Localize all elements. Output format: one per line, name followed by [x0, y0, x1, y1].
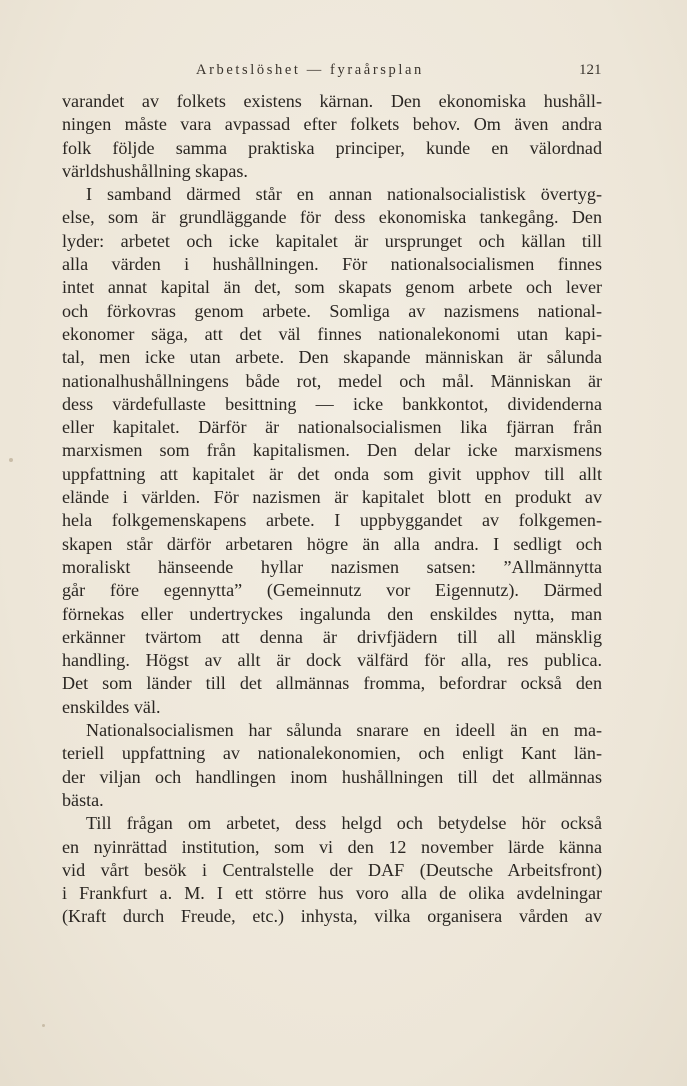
text-line: ningen måste vara avpassad efter folkets behov. Om även andra: [62, 114, 602, 135]
running-title: Arbetslöshet — fyraårsplan: [196, 62, 424, 78]
text-line: en nyinrättad institution, som vi den 12 november lärde känna: [62, 836, 602, 857]
paper-spot: [9, 458, 13, 462]
text-line: förnekas eller undertryckes ingalunda den enskildes nytta, man: [62, 603, 602, 624]
text-line: vid vårt besök i Centralstelle der DAF (Deutsche Arbeitsfront): [62, 859, 602, 880]
text-line: lyder: arbetet och icke kapitalet är ursprunget och källan till: [62, 230, 602, 251]
text-line: der viljan och handlingen inom hushållningen till det allmännas: [62, 766, 602, 787]
page-header: [0, 62, 687, 84]
text-line: i Frankfurt a. M. I ett större hus voro alla de olika avdelningar: [62, 883, 602, 904]
text-line: folk följde samma praktiska principer, kunde en välordnad: [62, 137, 602, 158]
text-line: (Kraft durch Freude, etc.) inhysta, vilka organisera vården av: [62, 906, 602, 927]
text-line: Nationalsocialismen har sålunda snarare en ideell än en ma-: [86, 720, 602, 741]
text-line: skapen står därför arbetaren högre än alla andra. I sedligt och: [62, 533, 602, 554]
text-line: uppfattning att kapitalet är det onda som givit upphov till allt: [62, 463, 602, 484]
text-line: moraliskt hänseende hyllar nazismen satsen: ”Allmännytta: [62, 556, 602, 577]
text-line: bästa.: [62, 789, 104, 810]
text-line: hela folkgemenskapens arbete. I uppbyggandet av folkgemen-: [62, 510, 602, 531]
text-line: enskildes väl.: [62, 696, 161, 717]
text-line: ekonomer säga, att det väl finnes nationalekonomi utan kapi-: [62, 323, 602, 344]
text-line: I samband därmed står en annan nationalsocialistisk övertyg-: [86, 184, 602, 205]
text-line: elände i världen. För nazismen är kapitalet blott en produkt av: [62, 487, 602, 508]
text-line: alla värden i hushållningen. För nationalsocialismen finnes: [62, 254, 602, 275]
text-line: tal, men icke utan arbete. Den skapande människan är sålunda: [62, 347, 602, 368]
text-line: intet annat kapital än det, som skapats genom arbete och lever: [62, 277, 602, 298]
page-number: 121: [579, 62, 602, 78]
text-line: teriell uppfattning av nationalekonomien, och enligt Kant län-: [62, 743, 602, 764]
text-line: marxismen som från kapitalismen. Den delar icke marxismens: [62, 440, 602, 461]
text-line: erkänner tvärtom att denna är drivfjädern till all mänsklig: [62, 626, 602, 647]
text-line: eller kapitalet. Därför är nationalsocialismen lika fjärran från: [62, 417, 602, 438]
text-line: Det som länder till det allmännas fromma, befordrar också den: [62, 673, 602, 694]
text-line: handling. Högst av allt är dock välfärd för alla, res publica.: [62, 650, 602, 671]
paper-spot: [42, 1024, 45, 1027]
text-line: världshushållning skapas.: [62, 160, 248, 181]
text-line: nationalhushållningens både rot, medel och mål. Människan är: [62, 370, 602, 391]
body-text: [62, 90, 602, 929]
text-line: Till frågan om arbetet, dess helgd och betydelse hör också: [86, 813, 602, 834]
text-line: dess värdefullaste besittning — icke bankkontot, dividenderna: [62, 393, 602, 414]
text-line: varandet av folkets existens kärnan. Den ekonomiska hushåll-: [62, 91, 602, 111]
text-line: och förkovras genom arbete. Somliga av nazismens national-: [62, 300, 602, 321]
text-line: går före egennytta” (Gemeinnutz vor Eigennutz). Därmed: [62, 580, 602, 601]
text-line: else, som är grundläggande för dess ekonomiska tankegång. Den: [62, 207, 602, 228]
